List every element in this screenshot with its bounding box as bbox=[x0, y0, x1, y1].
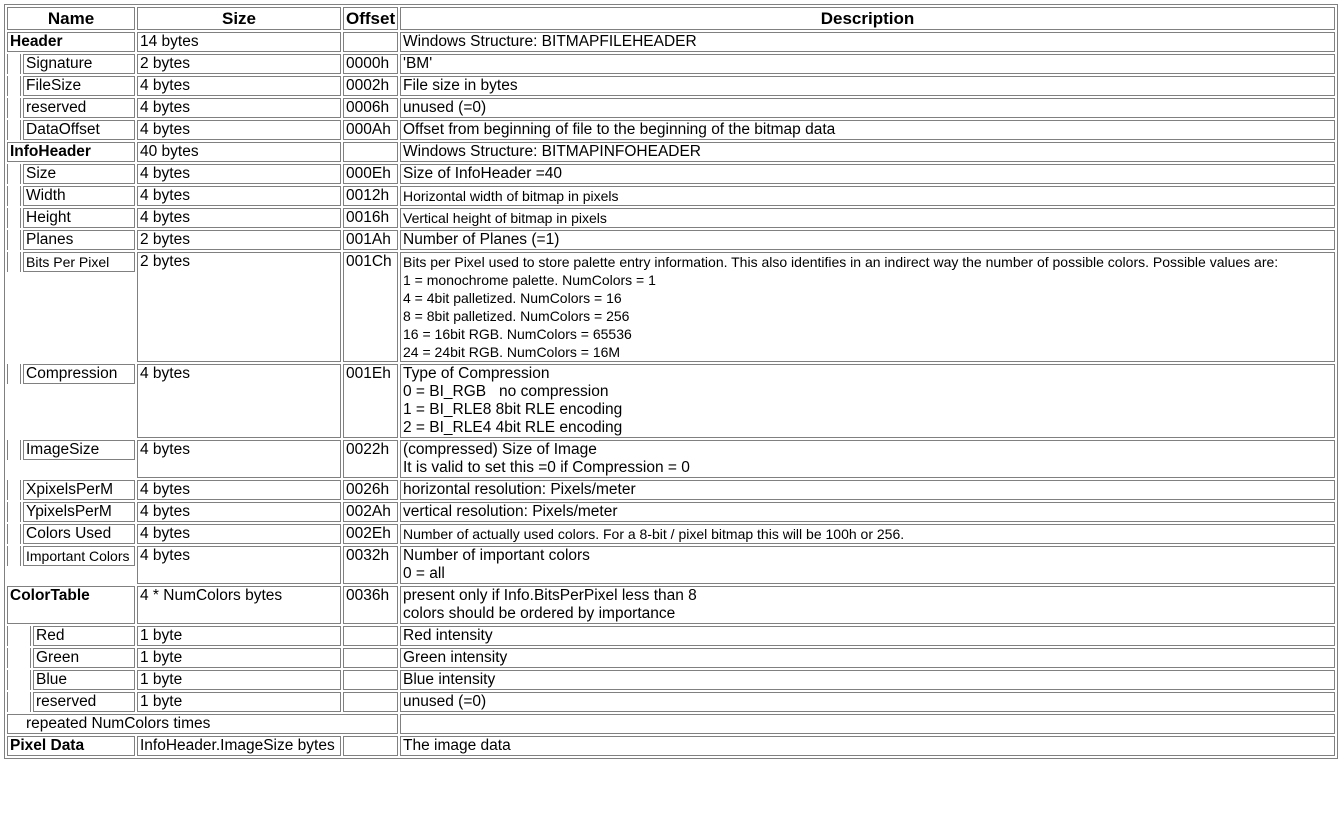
field-offset: 0016h bbox=[343, 208, 398, 228]
indent-bar bbox=[7, 120, 21, 140]
indent-bar bbox=[7, 670, 31, 690]
description-line: colors should be ordered by importance bbox=[403, 605, 676, 622]
field-name-cell bbox=[7, 164, 135, 184]
description-line: unused (=0) bbox=[403, 99, 487, 116]
description-line: 1 = monochrome palette. NumColors = 1 bbox=[403, 272, 656, 288]
field-name: Signature bbox=[23, 54, 135, 74]
field-offset: 000Eh bbox=[343, 164, 398, 184]
field-name: Height bbox=[23, 208, 135, 228]
field-offset: 001Ch bbox=[343, 252, 398, 362]
field-size: 1 byte bbox=[137, 626, 341, 646]
field-size: 1 byte bbox=[137, 692, 341, 712]
field-name: Blue bbox=[33, 670, 135, 690]
field-name: DataOffset bbox=[23, 120, 135, 140]
field-size: 4 bytes bbox=[137, 98, 341, 118]
table-row bbox=[7, 98, 1335, 118]
column-header-offset: Offset bbox=[343, 7, 398, 30]
field-name-cell bbox=[7, 120, 135, 140]
description-line: (compressed) Size of Image bbox=[403, 441, 597, 458]
section-offset bbox=[343, 32, 398, 52]
description-line: Type of Compression bbox=[403, 365, 550, 382]
field-name: YpixelsPerM bbox=[23, 502, 135, 522]
field-offset: 002Eh bbox=[343, 524, 398, 544]
field-name-cell bbox=[7, 186, 135, 206]
field-size: 4 bytes bbox=[137, 440, 341, 478]
field-name-cell bbox=[7, 626, 135, 646]
section-description: Windows Structure: BITMAPINFOHEADER bbox=[400, 142, 1335, 162]
section-size: InfoHeader.ImageSize bytes bbox=[137, 736, 341, 756]
description-line: Vertical height of bitmap in pixels bbox=[403, 210, 607, 226]
field-name-box bbox=[7, 54, 135, 74]
field-name-box bbox=[7, 164, 135, 184]
field-size: 4 bytes bbox=[137, 164, 341, 184]
description-line: 8 = 8bit palletized. NumColors = 256 bbox=[403, 308, 630, 324]
indent-bar bbox=[7, 76, 21, 96]
section-row-infoheader bbox=[7, 142, 1335, 162]
description-cell bbox=[400, 546, 1335, 584]
description-line: 0 = BI_RGB no compression bbox=[403, 383, 609, 400]
field-name: ImageSize bbox=[23, 440, 135, 460]
table-row bbox=[7, 648, 1335, 668]
description-cell bbox=[400, 208, 1335, 228]
section-offset: 0036h bbox=[343, 586, 398, 624]
description-cell bbox=[400, 98, 1335, 118]
table-row bbox=[7, 54, 1335, 74]
table-row bbox=[7, 120, 1335, 140]
field-name-cell bbox=[7, 364, 135, 438]
field-name: Red bbox=[33, 626, 135, 646]
section-size: 14 bytes bbox=[137, 32, 341, 52]
field-name-cell bbox=[7, 208, 135, 228]
field-name-box bbox=[7, 692, 135, 712]
column-header-size: Size bbox=[137, 7, 341, 30]
field-name-box bbox=[7, 480, 135, 500]
description-cell bbox=[400, 186, 1335, 206]
field-name: Planes bbox=[23, 230, 135, 250]
column-header-description: Description bbox=[400, 7, 1335, 30]
description-line: 'BM' bbox=[403, 55, 433, 72]
field-offset bbox=[343, 626, 398, 646]
field-offset: 0012h bbox=[343, 186, 398, 206]
section-description: The image data bbox=[400, 736, 1335, 756]
table-row bbox=[7, 692, 1335, 712]
description-cell bbox=[400, 120, 1335, 140]
description-cell bbox=[400, 164, 1335, 184]
field-name-cell bbox=[7, 252, 135, 362]
description-cell bbox=[400, 586, 1335, 624]
field-name-box bbox=[7, 524, 135, 544]
field-offset: 0022h bbox=[343, 440, 398, 478]
table-row bbox=[7, 230, 1335, 250]
description-line: 0 = all bbox=[403, 565, 445, 582]
description-cell bbox=[400, 364, 1335, 438]
field-name-box bbox=[7, 230, 135, 250]
field-name-cell bbox=[7, 502, 135, 522]
repeat-note: repeated NumColors times bbox=[7, 714, 398, 734]
table-header-row bbox=[7, 7, 1335, 30]
bmp-format-table bbox=[4, 4, 1338, 759]
field-size: 4 bytes bbox=[137, 524, 341, 544]
field-name: Colors Used bbox=[23, 524, 135, 544]
description-line: Blue intensity bbox=[403, 671, 496, 688]
description-cell bbox=[400, 230, 1335, 250]
field-name: Bits Per Pixel bbox=[23, 252, 135, 272]
section-name: Header bbox=[7, 32, 135, 52]
indent-bar bbox=[7, 186, 21, 206]
field-name-cell bbox=[7, 648, 135, 668]
field-name-box bbox=[7, 670, 135, 690]
field-offset: 0032h bbox=[343, 546, 398, 584]
description-line: Size of InfoHeader =40 bbox=[403, 165, 562, 182]
description-line: 16 = 16bit RGB. NumColors = 65536 bbox=[403, 326, 632, 342]
description-line: Bits per Pixel used to store palette entry information. This also identifies in an indirect way the number of possible colors. Possible values are: bbox=[403, 254, 1279, 270]
field-size: 2 bytes bbox=[137, 230, 341, 250]
field-name-box bbox=[7, 648, 135, 668]
field-size: 4 bytes bbox=[137, 76, 341, 96]
field-name-cell bbox=[7, 524, 135, 544]
field-offset: 000Ah bbox=[343, 120, 398, 140]
field-name: reserved bbox=[33, 692, 135, 712]
description-line: Horizontal width of bitmap in pixels bbox=[403, 188, 619, 204]
field-offset: 001Ah bbox=[343, 230, 398, 250]
description-line: Red intensity bbox=[403, 627, 493, 644]
field-size: 4 bytes bbox=[137, 364, 341, 438]
description-line: vertical resolution: Pixels/meter bbox=[403, 503, 618, 520]
description-line: 24 = 24bit RGB. NumColors = 16M bbox=[403, 344, 621, 360]
field-size: 4 bytes bbox=[137, 546, 341, 584]
field-offset: 002Ah bbox=[343, 502, 398, 522]
indent-bar bbox=[7, 164, 21, 184]
section-row-header bbox=[7, 32, 1335, 52]
field-name-box bbox=[7, 186, 135, 206]
description-line: Number of actually used colors. For a 8-bit / pixel bitmap this will be 100h or 256. bbox=[403, 526, 905, 542]
description-line: horizontal resolution: Pixels/meter bbox=[403, 481, 636, 498]
table-body bbox=[7, 32, 1335, 756]
field-name-box bbox=[7, 208, 135, 228]
description-line: present only if Info.BitsPerPixel less than 8 bbox=[403, 587, 697, 604]
field-offset: 0002h bbox=[343, 76, 398, 96]
table-row bbox=[7, 502, 1335, 522]
field-offset: 0006h bbox=[343, 98, 398, 118]
indent-bar bbox=[7, 480, 21, 500]
field-size: 4 bytes bbox=[137, 208, 341, 228]
field-name-box bbox=[7, 76, 135, 96]
indent-bar bbox=[7, 364, 21, 384]
field-name-box bbox=[7, 440, 135, 460]
indent-bar bbox=[7, 98, 21, 118]
section-size: 4 * NumColors bytes bbox=[137, 586, 341, 624]
table-row bbox=[7, 252, 1335, 362]
description-cell bbox=[400, 670, 1335, 690]
section-name: InfoHeader bbox=[7, 142, 135, 162]
section-size: 40 bytes bbox=[137, 142, 341, 162]
field-name: XpixelsPerM bbox=[23, 480, 135, 500]
field-name-cell bbox=[7, 98, 135, 118]
repeat-note-description bbox=[400, 714, 1335, 734]
field-size: 1 byte bbox=[137, 670, 341, 690]
table-row bbox=[7, 364, 1335, 438]
indent-bar bbox=[7, 502, 21, 522]
indent-bar bbox=[7, 692, 31, 712]
field-name: Compression bbox=[23, 364, 135, 384]
table-row bbox=[7, 440, 1335, 478]
description-cell bbox=[400, 440, 1335, 478]
field-offset bbox=[343, 670, 398, 690]
table-row bbox=[7, 164, 1335, 184]
field-name-box bbox=[7, 252, 135, 272]
description-cell bbox=[400, 648, 1335, 668]
field-name-box bbox=[7, 120, 135, 140]
table-row bbox=[7, 524, 1335, 544]
description-line: 2 = BI_RLE4 4bit RLE encoding bbox=[403, 419, 623, 436]
field-name-box bbox=[7, 502, 135, 522]
field-name-cell bbox=[7, 76, 135, 96]
repeat-note-row bbox=[7, 714, 1335, 734]
field-name-box bbox=[7, 546, 135, 566]
field-name: Green bbox=[33, 648, 135, 668]
description-line: Number of Planes (=1) bbox=[403, 231, 560, 248]
description-line: Green intensity bbox=[403, 649, 508, 666]
table-row bbox=[7, 76, 1335, 96]
field-size: 2 bytes bbox=[137, 54, 341, 74]
description-line: Number of important colors bbox=[403, 547, 590, 564]
field-size: 2 bytes bbox=[137, 252, 341, 362]
description-cell bbox=[400, 76, 1335, 96]
field-size: 4 bytes bbox=[137, 502, 341, 522]
description-line: Offset from beginning of file to the beginning of the bitmap data bbox=[403, 121, 836, 138]
field-offset bbox=[343, 692, 398, 712]
field-name-cell bbox=[7, 54, 135, 74]
field-name-cell bbox=[7, 546, 135, 584]
section-offset bbox=[343, 736, 398, 756]
field-size: 1 byte bbox=[137, 648, 341, 668]
field-size: 4 bytes bbox=[137, 480, 341, 500]
table-row bbox=[7, 626, 1335, 646]
section-name: Pixel Data bbox=[7, 736, 135, 756]
field-name-cell bbox=[7, 670, 135, 690]
field-offset: 0026h bbox=[343, 480, 398, 500]
field-name: reserved bbox=[23, 98, 135, 118]
indent-bar bbox=[7, 230, 21, 250]
field-name-cell bbox=[7, 480, 135, 500]
section-name: ColorTable bbox=[7, 586, 135, 624]
description-line: 1 = BI_RLE8 8bit RLE encoding bbox=[403, 401, 623, 418]
field-name-box bbox=[7, 98, 135, 118]
field-name-cell bbox=[7, 692, 135, 712]
field-name-box bbox=[7, 364, 135, 384]
section-row-colortable bbox=[7, 586, 1335, 624]
bmp-format-table-container bbox=[4, 4, 1336, 759]
description-cell bbox=[400, 626, 1335, 646]
table-row bbox=[7, 186, 1335, 206]
field-name-box bbox=[7, 626, 135, 646]
description-cell bbox=[400, 692, 1335, 712]
section-row-pixeldata bbox=[7, 736, 1335, 756]
field-size: 4 bytes bbox=[137, 120, 341, 140]
field-name: Important Colors bbox=[23, 546, 135, 566]
field-name: Width bbox=[23, 186, 135, 206]
indent-bar bbox=[7, 440, 21, 460]
description-cell bbox=[400, 524, 1335, 544]
indent-bar bbox=[7, 208, 21, 228]
field-name: FileSize bbox=[23, 76, 135, 96]
indent-bar bbox=[7, 546, 21, 566]
description-line: File size in bytes bbox=[403, 77, 518, 94]
column-header-name: Name bbox=[7, 7, 135, 30]
description-cell bbox=[400, 54, 1335, 74]
indent-bar bbox=[7, 648, 31, 668]
description-line: It is valid to set this =0 if Compression = 0 bbox=[403, 459, 690, 476]
field-name-cell bbox=[7, 230, 135, 250]
table-row bbox=[7, 670, 1335, 690]
indent-bar bbox=[7, 524, 21, 544]
section-offset bbox=[343, 142, 398, 162]
indent-bar bbox=[7, 252, 21, 272]
field-offset bbox=[343, 648, 398, 668]
description-cell bbox=[400, 502, 1335, 522]
description-line: unused (=0) bbox=[403, 693, 487, 710]
indent-bar bbox=[7, 54, 21, 74]
description-line: 4 = 4bit palletized. NumColors = 16 bbox=[403, 290, 622, 306]
table-row bbox=[7, 208, 1335, 228]
section-description: Windows Structure: BITMAPFILEHEADER bbox=[400, 32, 1335, 52]
description-cell bbox=[400, 480, 1335, 500]
field-name: Size bbox=[23, 164, 135, 184]
description-cell bbox=[400, 252, 1335, 362]
field-name-cell bbox=[7, 440, 135, 478]
field-offset: 001Eh bbox=[343, 364, 398, 438]
table-row bbox=[7, 480, 1335, 500]
field-offset: 0000h bbox=[343, 54, 398, 74]
field-size: 4 bytes bbox=[137, 186, 341, 206]
indent-bar bbox=[7, 626, 31, 646]
table-row bbox=[7, 546, 1335, 584]
